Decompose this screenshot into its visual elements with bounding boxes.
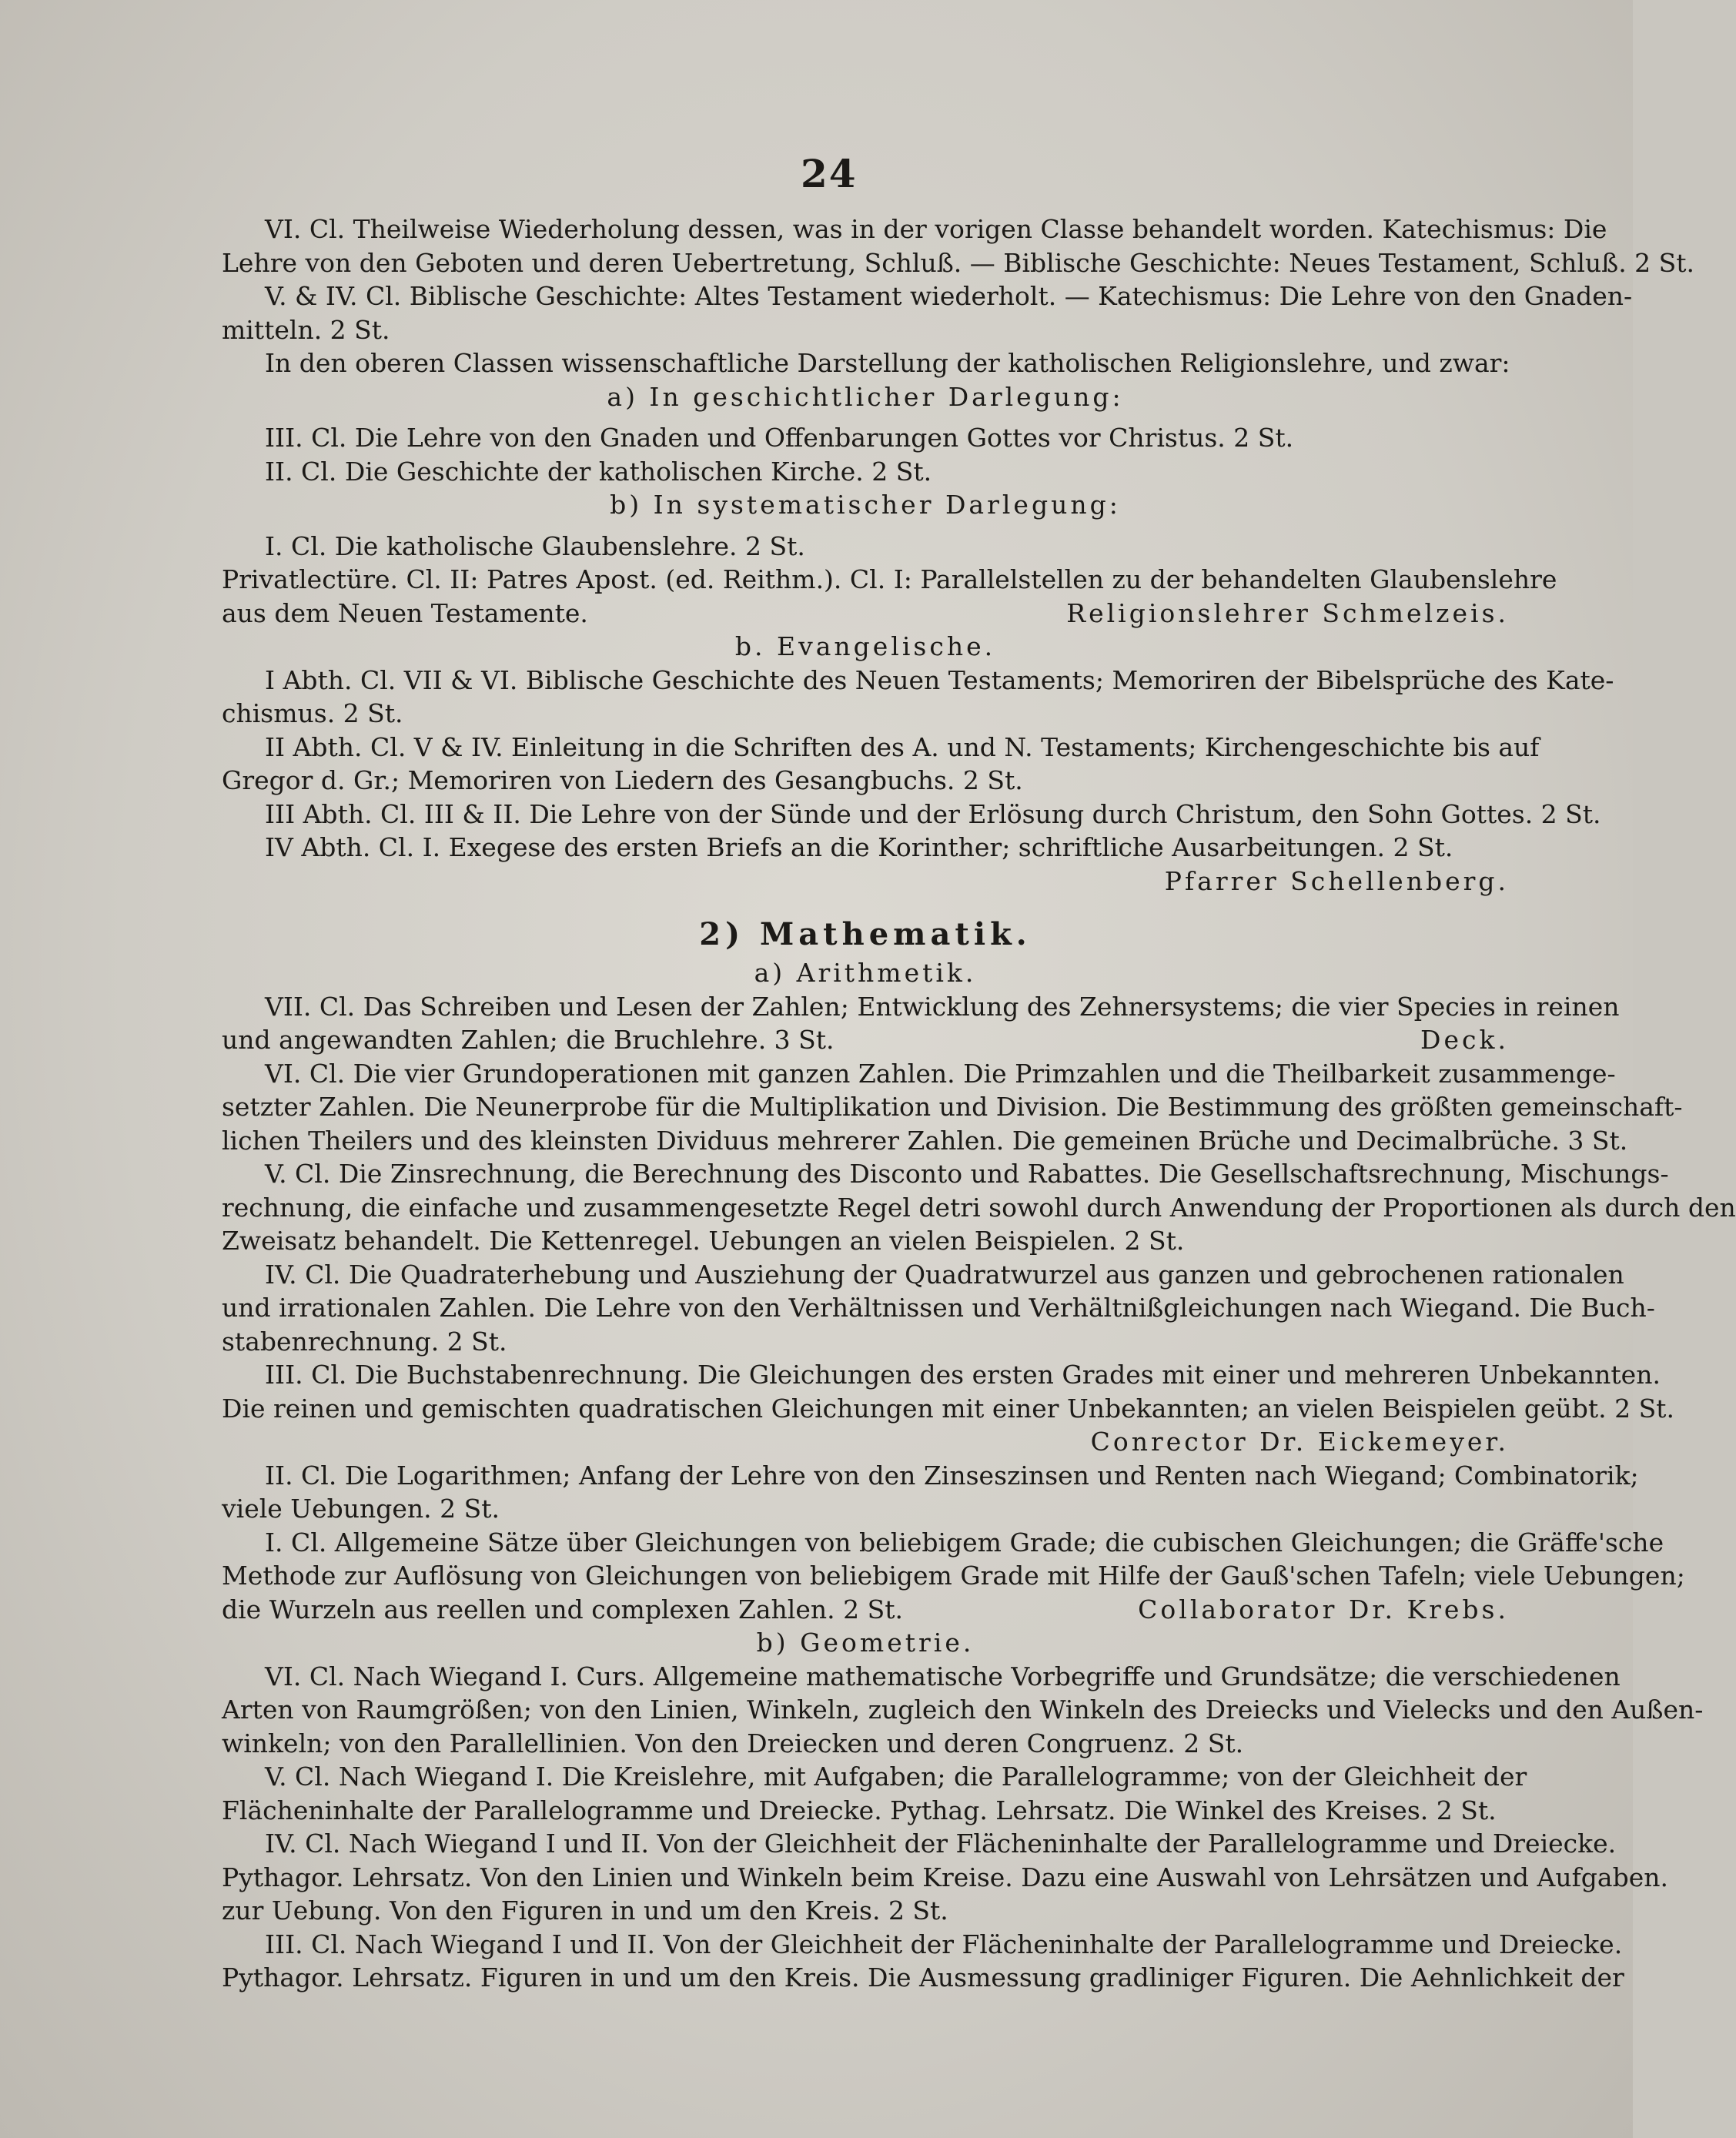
text-line: IV. Cl. Nach Wiegand I und II. Von der Gleichheit der Flächeninhalte der Parallelogramme und Dreiecke.: [265, 1829, 1617, 1859]
text-line: IV Abth. Cl. I. Exegese des ersten Briefs an die Korinther; schriftliche Ausarbeitungen. 2 St.: [265, 832, 1453, 862]
page-number: 24: [801, 151, 858, 196]
text-line: und irrationalen Zahlen. Die Lehre von den Verhältnissen und Verhältnißgleichungen nach Wiegand. Die Buch-: [222, 1293, 1655, 1323]
subheading: b) Geometrie.: [756, 1628, 975, 1658]
text-line: V. Cl. Die Zinsrechnung, die Berechnung des Disconto und Rabattes. Die Gesellschaftsrechnung, Mischungs-: [265, 1159, 1669, 1189]
subheading: a) In geschichtlicher Darlegung:: [607, 381, 1124, 412]
text-line: II Abth. Cl. V & IV. Einleitung in die Schriften des A. und N. Testaments; Kirchengeschichte bis auf: [265, 731, 1540, 762]
text-line: die Wurzeln aus reellen und complexen Zahlen. 2 St.: [222, 1594, 903, 1624]
text-line: setzter Zahlen. Die Neunerprobe für die Multiplikation und Division. Die Bestimmung des größten gemeinschaft-: [222, 1092, 1683, 1122]
subheading: b. Evangelische.: [734, 631, 996, 661]
text-line: Pythagor. Lehrsatz. Figuren in und um den Kreis. Die Ausmessung gradliniger Figuren. Die Aehnlichkeit der: [222, 1962, 1624, 1992]
text-line: Zweisatz behandelt. Die Kettenregel. Uebungen an vielen Beispielen. 2 St.: [222, 1226, 1185, 1256]
text-line: I Abth. Cl. VII & VI. Biblische Geschichte des Neuen Testaments; Memoriren der Bibelsprüche des Kate-: [265, 664, 1614, 695]
text-line: Flächeninhalte der Parallelogramme und Dreiecke. Pythag. Lehrsatz. Die Winkel des Kreises. 2 St.: [222, 1795, 1497, 1825]
text-line: mitteln. 2 St.: [222, 314, 390, 345]
text-line: In den oberen Classen wissenschaftliche Darstellung der katholischen Religionslehre, und zwar:: [265, 348, 1510, 378]
text-line: II. Cl. Die Geschichte der katholischen Kirche. 2 St.: [265, 456, 932, 487]
text-line: Arten von Raumgrößen; von den Linien, Winkeln, zugleich den Winkeln des Dreiecks und Vielecks und den Außen-: [222, 1695, 1704, 1725]
teacher-signature: Religionslehrer Schmelzeis.: [1066, 597, 1509, 628]
text-line: III. Cl. Die Buchstabenrechnung. Die Gleichungen des ersten Grades mit einer und mehreren Unbekannten.: [265, 1360, 1661, 1390]
text-line: VI. Cl. Nach Wiegand I. Curs. Allgemeine mathematische Vorbegriffe und Grundsätze; die verschiedenen: [265, 1661, 1621, 1691]
text-line: IV. Cl. Die Quadraterhebung und Ausziehung der Quadratwurzel aus ganzen und gebrochenen rationalen: [265, 1259, 1624, 1290]
teacher-signature: Pfarrer Schellenberg.: [1164, 865, 1509, 896]
text-line: rechnung, die einfache und zusammengesetzte Regel detri sowohl durch Anwendung der Proportionen als durch den: [222, 1192, 1736, 1223]
text-line: III. Cl. Die Lehre von den Gnaden und Offenbarungen Gottes vor Christus. 2 St.: [265, 423, 1294, 453]
text-line: chismus. 2 St.: [222, 698, 403, 728]
teacher-signature: Deck.: [1420, 1025, 1509, 1055]
text-line: lichen Theilers und des kleinsten Dividuus mehrerer Zahlen. Die gemeinen Brüche und Decimalbrüche. 3 St.: [222, 1125, 1628, 1156]
text-line: I. Cl. Allgemeine Sätze über Gleichungen von beliebigem Grade; die cubischen Gleichungen; die Gräffe'sche: [265, 1527, 1664, 1557]
text-line: viele Uebungen. 2 St.: [222, 1494, 500, 1524]
text-line: III. Cl. Nach Wiegand I und II. Von der Gleichheit der Flächeninhalte der Parallelogramme und Dreiecke.: [265, 1929, 1623, 1959]
text-line: VII. Cl. Das Schreiben und Lesen der Zahlen; Entwicklung des Zehnersystems; die vier Species in reinen: [265, 991, 1620, 1022]
text-line: Privatlectüre. Cl. II: Patres Apost. (ed. Reithm.). Cl. I: Parallelstellen zu der behandelten Glaubenslehre: [222, 564, 1557, 594]
text-line: I. Cl. Die katholische Glaubenslehre. 2 St.: [265, 530, 805, 561]
text-line: und angewandten Zahlen; die Bruchlehre. 3 St.: [222, 1025, 835, 1055]
subheading: a) Arithmetik.: [754, 958, 977, 988]
teacher-signature: Conrector Dr. Eickemeyer.: [1090, 1427, 1509, 1457]
section-title: 2) Mathematik.: [699, 916, 1032, 952]
text-line: V. & IV. Cl. Biblische Geschichte: Altes Testament wiederholt. — Katechismus: Die Lehre von den Gnaden-: [265, 281, 1633, 311]
text-line: Gregor d. Gr.; Memoriren von Liedern des Gesangbuchs. 2 St.: [222, 765, 1023, 795]
text-line: VI. Cl. Theilweise Wiederholung dessen, was in der vorigen Classe behandelt worden. Katechismus: Die: [265, 214, 1607, 244]
subheading: b) In systematischer Darlegung:: [610, 490, 1121, 520]
text-line: Methode zur Auflösung von Gleichungen von beliebigem Grade mit Hilfe der Gauß'schen Tafeln; viele Uebungen;: [222, 1561, 1685, 1591]
text-line-with-signature: [222, 1593, 1509, 1627]
text-line: winkeln; von den Parallellinien. Von den Dreiecken und deren Congruenz. 2 St.: [222, 1728, 1244, 1758]
body-text: [222, 212, 1736, 1995]
text-line: III Abth. Cl. III & II. Die Lehre von der Sünde und der Erlösung durch Christum, den Sohn Gottes. 2 St.: [265, 798, 1601, 829]
text-line: aus dem Neuen Testamente.: [222, 597, 588, 628]
text-line: stabenrechnung. 2 St.: [222, 1326, 507, 1357]
text-line: zur Uebung. Von den Figuren in und um den Kreis. 2 St.: [222, 1895, 948, 1926]
text-line: V. Cl. Nach Wiegand I. Die Kreislehre, mit Aufgaben; die Parallelogramme; von der Gleichheit der: [265, 1762, 1527, 1792]
text-line: Lehre von den Geboten und deren Uebertretung, Schluß. — Biblische Geschichte: Neues Testament, Schluß. 2 St.: [222, 247, 1695, 278]
text-line: Die reinen und gemischten quadratischen Gleichungen mit einer Unbekannten; an vielen Beispielen geübt. 2 St.: [222, 1393, 1674, 1424]
text-line: II. Cl. Die Logarithmen; Anfang der Lehre von den Zinseszinsen und Renten nach Wiegand; Combinatorik;: [265, 1460, 1639, 1491]
teacher-signature: Collaborator Dr. Krebs.: [1138, 1594, 1509, 1624]
text-line-with-signature: [222, 597, 1509, 631]
text-line: VI. Cl. Die vier Grundoperationen mit ganzen Zahlen. Die Primzahlen und die Theilbarkeit zusammenge-: [265, 1058, 1616, 1089]
text-line-with-signature: [222, 1023, 1509, 1057]
text-line: Pythagor. Lehrsatz. Von den Linien und Winkeln beim Kreise. Dazu eine Auswahl von Lehrsätzen und Aufgaben.: [222, 1862, 1668, 1892]
